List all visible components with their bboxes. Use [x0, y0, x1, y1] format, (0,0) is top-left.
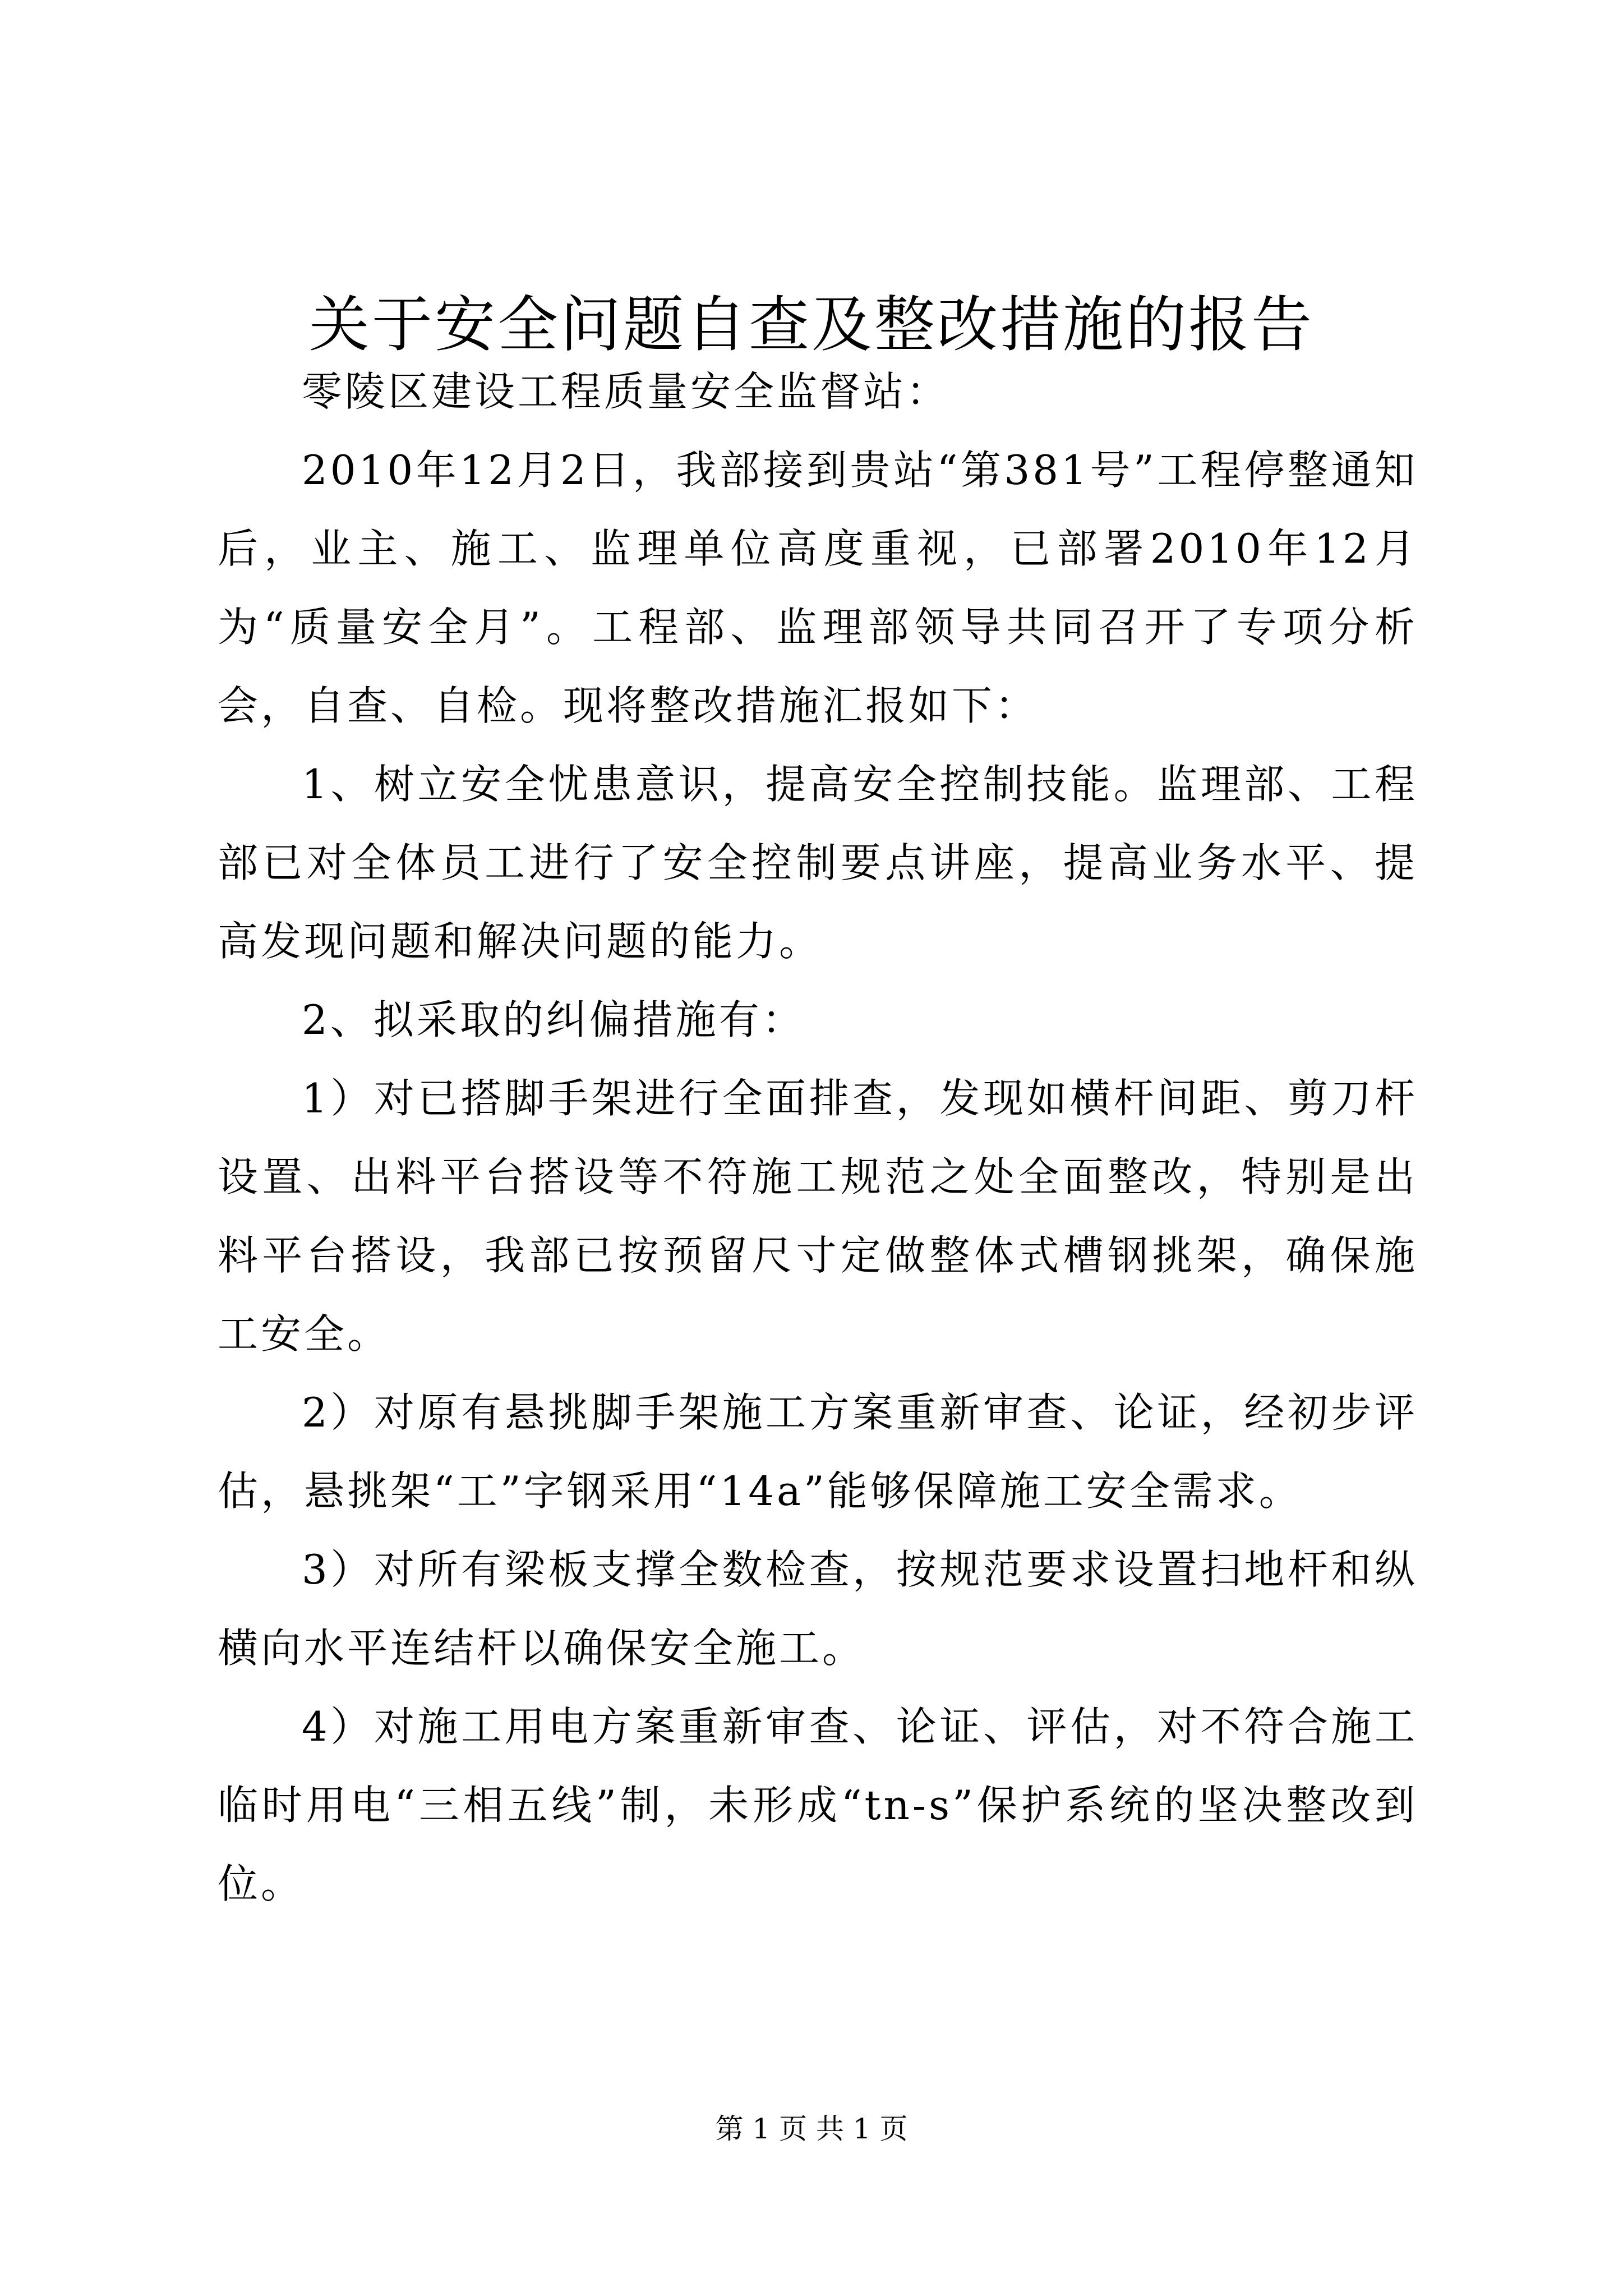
document-body [218, 352, 1418, 1923]
intro-paragraph: 2010年12月2日，我部接到贵站“第381号”工程停整通知后，业主、施工、监理单位高度重视，已部署2010年12月为“质量安全月”。工程部、监理部领导共同召开了专项分析会，自查、自检。现将整改措施汇报如下： [218, 447, 1418, 729]
measure-2-heading: 2、拟采取的纠偏措施有： [302, 996, 805, 1043]
measure-1-paragraph: 1、树立安全忧患意识，提高安全控制技能。监理部、工程部已对全体员工进行了安全控制要点讲座，提高业务水平、提高发现问题和解决问题的能力。 [218, 761, 1418, 965]
sub-measure-4-paragraph: 4）对施工用电方案重新审查、论证、评估，对不符合施工临时用电“三相五线”制，未形成“tn-s”保护系统的坚决整改到位。 [218, 1703, 1418, 1907]
sub-measure-2-paragraph: 2）对原有悬挑脚手架施工方案重新审查、论证，经初步评估，悬挑架“工”字钢采用“14a”能够保障施工安全需求。 [218, 1389, 1418, 1515]
sub-measure-1-paragraph: 1）对已搭脚手架进行全面排查，发现如横杆间距、剪刀杆设置、出料平台搭设等不符施工规范之处全面整改，特别是出料平台搭设，我部已按预留尺寸定做整体式槽钢挑架，确保施工安全。 [218, 1075, 1418, 1358]
sub-measure-3-paragraph: 3）对所有梁板支撑全数检查，按规范要求设置扫地杆和纵横向水平连结杆以确保安全施工。 [218, 1546, 1418, 1672]
salutation: 零陵区建设工程质量安全监督站： [302, 368, 950, 415]
document-title: 关于安全问题自查及整改措施的报告 [308, 290, 1314, 360]
page-number-footer: 第 1 页 共 1 页 [715, 2113, 908, 2145]
